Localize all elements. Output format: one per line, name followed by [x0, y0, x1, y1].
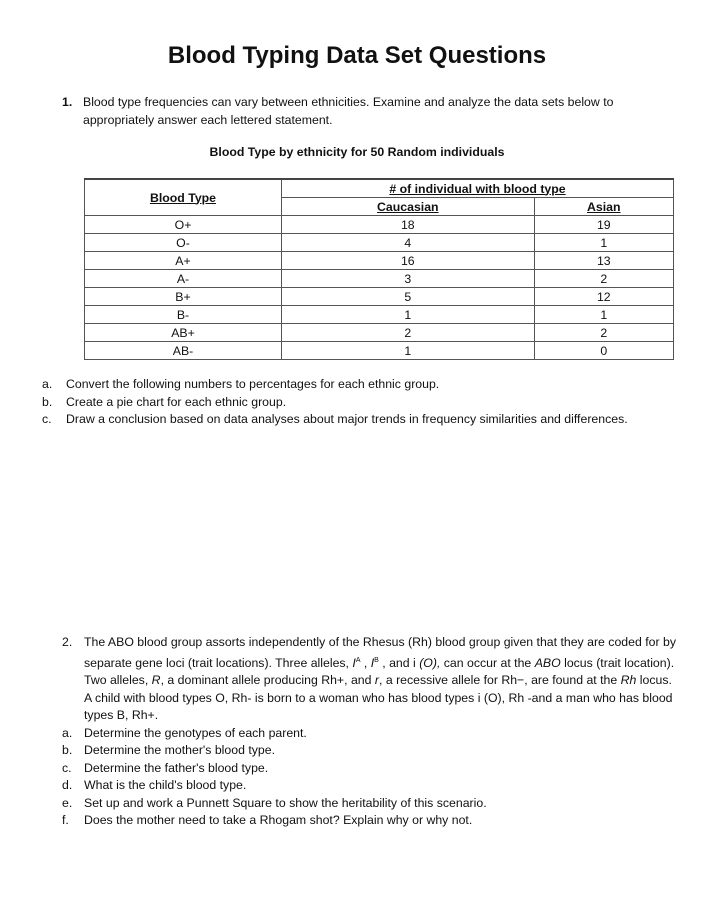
cell-caucasian: 3: [282, 270, 535, 288]
item-label: d.: [62, 778, 73, 793]
cell-asian: 0: [534, 342, 673, 360]
item-text: Create a pie chart for each ethnic group.: [66, 394, 287, 409]
table-row: [85, 342, 674, 360]
cell-asian: 2: [534, 270, 673, 288]
rh-term: Rh: [620, 673, 637, 688]
cell-asian: 2: [534, 324, 673, 342]
item-label: e.: [62, 795, 73, 810]
allele-ib-sup: B: [374, 656, 379, 664]
cell-blood-type: B-: [85, 306, 282, 324]
allele-ia: I: [352, 655, 356, 670]
list-item: [62, 795, 682, 813]
blood-type-table: [84, 178, 674, 360]
cell-blood-type: O-: [85, 234, 282, 252]
table-row: [85, 288, 674, 306]
table-row: [85, 252, 674, 270]
cell-caucasian: 4: [282, 234, 535, 252]
text-segment: , a recessive allele for Rh−, are found at the: [379, 673, 621, 688]
cell-blood-type: B+: [85, 288, 282, 306]
cell-blood-type: O+: [85, 216, 282, 234]
cell-asian: 1: [534, 306, 673, 324]
header-group: # of individual with blood type: [282, 179, 674, 198]
cell-blood-type: A-: [85, 270, 282, 288]
table-row: [85, 234, 674, 252]
cell-caucasian: 2: [282, 324, 535, 342]
item-text: Draw a conclusion based on data analyses about major trends in frequency similarities and differences.: [66, 412, 628, 426]
text-segment: The ABO blood group assorts independently of the Rhesus (Rh) blood group given that they are coded for by separate gene loci (trait locations). Three alleles,: [84, 635, 676, 670]
text-segment: , a dominant allele producing Rh+, and: [160, 673, 375, 688]
item-label: c.: [62, 760, 72, 775]
item-label: b.: [62, 743, 73, 758]
question-2-number: 2.: [62, 635, 73, 649]
table-row: [85, 270, 674, 288]
cell-caucasian: 1: [282, 306, 535, 324]
text-segment: , and i: [378, 655, 420, 670]
cell-caucasian: 1: [282, 342, 535, 360]
cell-asian: 1: [534, 234, 673, 252]
list-item: [62, 742, 682, 760]
question-1-text: Blood type frequencies can vary between ethnicities. Examine and analyze the data sets below to appropriately answer each lettered statement.: [83, 95, 614, 127]
cell-asian: 13: [534, 252, 673, 270]
item-label: f.: [62, 813, 69, 828]
item-label: a.: [62, 725, 73, 740]
question-1-items: [42, 376, 692, 429]
item-label: a.: [42, 377, 53, 391]
header-caucasian: Caucasian: [282, 198, 535, 216]
item-text: Determine the genotypes of each parent.: [84, 725, 307, 740]
question-1: [62, 93, 662, 129]
list-item: [62, 812, 682, 830]
question-2-text: [84, 634, 682, 725]
item-label: b.: [42, 394, 53, 409]
text-segment: can occur at the: [440, 655, 535, 670]
cell-asian: 19: [534, 216, 673, 234]
item-text: Convert the following numbers to percentages for each ethnic group.: [66, 377, 440, 391]
text-segment: locus (trait location). Two alleles,: [84, 655, 675, 688]
table-row: [85, 324, 674, 342]
table-caption: Blood Type by ethnicity for 50 Random individuals: [209, 145, 505, 159]
text-segment: locus. A child with blood types O, Rh- is born to a woman who has blood types i (O), Rh -and a man who has blood types B, Rh+.: [84, 673, 673, 723]
list-item: [42, 376, 692, 394]
table-row: [85, 216, 674, 234]
list-item: [42, 394, 692, 412]
allele-big-r: R: [151, 673, 161, 688]
cell-asian: 12: [534, 288, 673, 306]
cell-blood-type: A+: [85, 252, 282, 270]
cell-caucasian: 18: [282, 216, 535, 234]
cell-blood-type: AB-: [85, 342, 282, 360]
cell-caucasian: 5: [282, 288, 535, 306]
list-item: [62, 725, 682, 743]
cell-blood-type: AB+: [85, 324, 282, 342]
header-blood-type: Blood Type: [85, 179, 282, 216]
question-1-number: 1.: [62, 95, 73, 109]
item-label: c.: [42, 412, 52, 426]
list-item: [62, 777, 682, 795]
item-text: What is the child's blood type.: [84, 778, 247, 793]
allele-small-r: r: [374, 673, 379, 688]
cell-caucasian: 16: [282, 252, 535, 270]
header-asian: Asian: [534, 198, 673, 216]
item-text: Determine the father's blood type.: [84, 760, 269, 775]
allele-ia-sup: A: [355, 656, 361, 664]
question-2-body: [62, 634, 682, 725]
table-row: [85, 306, 674, 324]
allele-o: (O),: [419, 655, 441, 670]
item-text: Set up and work a Punnett Square to show the heritability of this scenario.: [84, 795, 487, 810]
list-item: [42, 411, 692, 429]
item-text: Determine the mother's blood type.: [84, 743, 275, 758]
allele-ib: I: [370, 655, 375, 670]
page-title: Blood Typing Data Set Questions: [167, 42, 547, 69]
text-segment: ,: [360, 655, 371, 670]
question-2: [62, 634, 682, 830]
abo-term: ABO: [534, 655, 561, 670]
list-item: [62, 760, 682, 778]
item-text: Does the mother need to take a Rhogam shot? Explain why or why not.: [84, 813, 473, 828]
